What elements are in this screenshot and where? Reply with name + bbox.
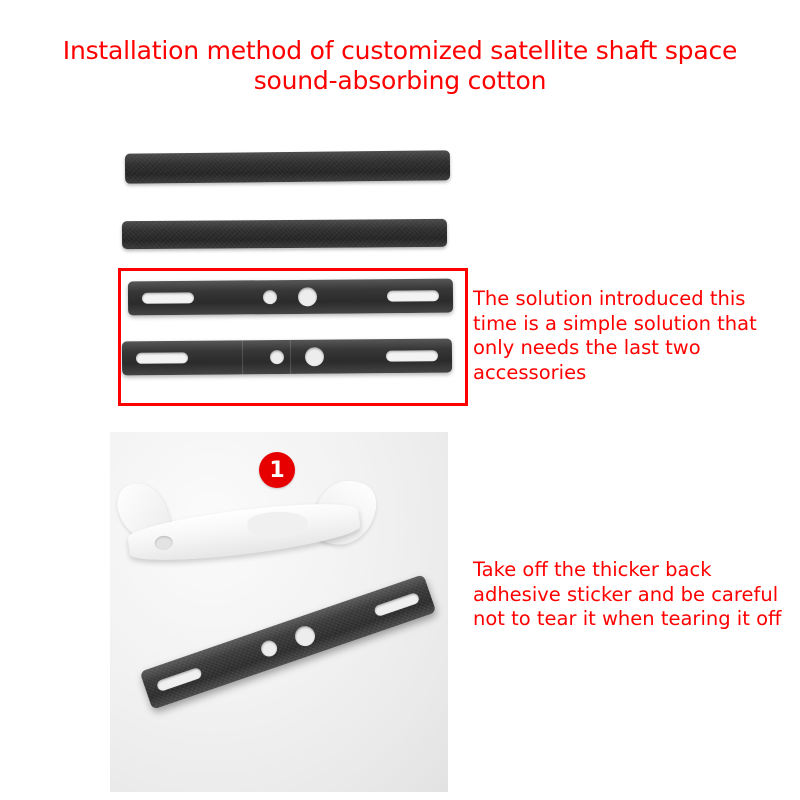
bar-hole-large [292, 623, 317, 648]
bar-slot-right [373, 592, 420, 617]
step-badge-1: 1 [259, 452, 295, 488]
foam-strip-thick [125, 150, 450, 183]
bar-slot-left [156, 667, 203, 692]
bar-hole-small [259, 638, 279, 658]
callout-peel: Take off the thicker back adhesive sticker and be careful not to tear it when tearing it off [473, 558, 782, 630]
page-title: Installation method of customized satellite shaft space sound-absorbing cotton [62, 36, 738, 95]
foam-strip-thin [122, 219, 447, 249]
callout-solution: The solution introduced this time is a simple solution that only needs the last two accessories [473, 287, 757, 384]
peeled-adhesive-liner [120, 472, 370, 582]
stabilizer-bar-photo [140, 574, 437, 709]
red-highlight-box [118, 268, 468, 406]
